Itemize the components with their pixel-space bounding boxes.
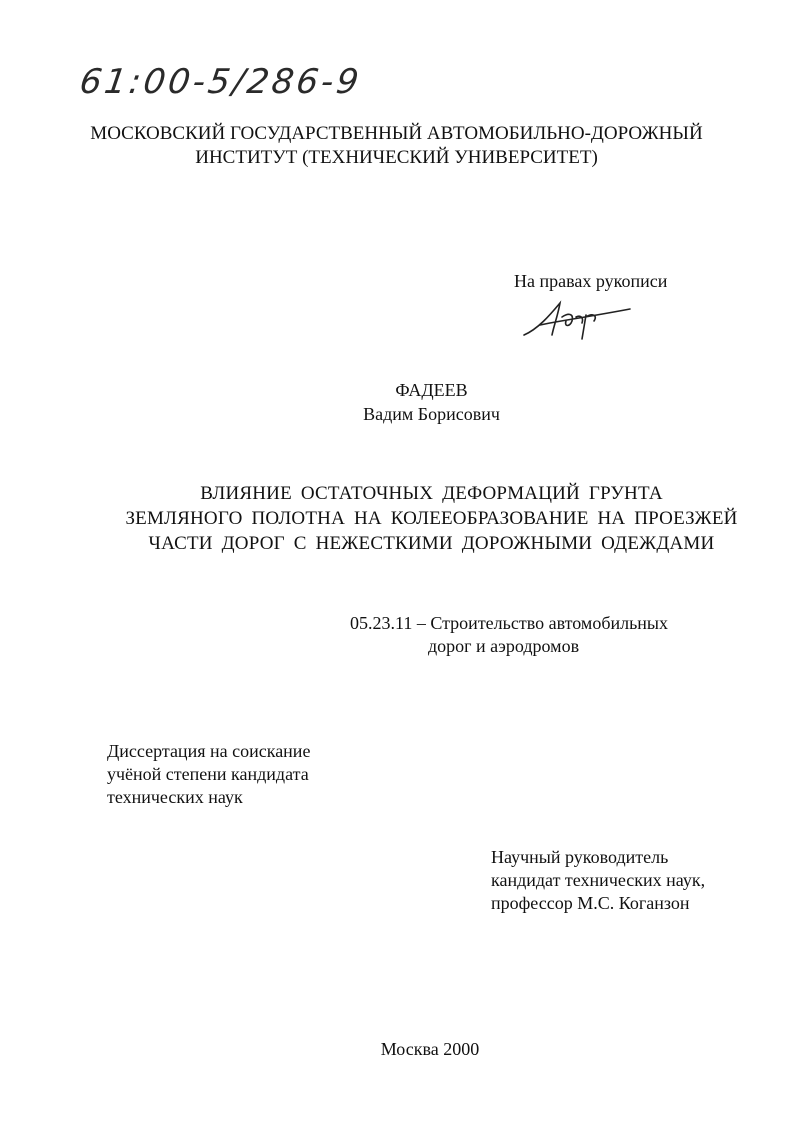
institute-line-2: ИНСТИТУТ (ТЕХНИЧЕСКИЙ УНИВЕРСИТЕТ): [195, 147, 598, 168]
supervisor-line-3: профессор М.С. Коганзон: [491, 893, 690, 913]
signature-icon: [518, 295, 638, 347]
dissertation-degree: [107, 740, 310, 809]
degree-line-2: учёной степени кандидата: [107, 764, 309, 784]
catalog-number: 61:00-5/286-9: [77, 62, 364, 102]
title-line-1: ВЛИЯНИЕ ОСТАТОЧНЫХ ДЕФОРМАЦИЙ ГРУНТА: [200, 483, 663, 504]
title-line-2: ЗЕМЛЯНОГО ПОЛОТНА НА КОЛЕЕОБРАЗОВАНИЕ НА ПРОЕЗЖЕЙ: [125, 508, 738, 529]
author: [0, 378, 793, 426]
specialty-line-1: 05.23.11 – Строительство автомобильных: [350, 613, 669, 633]
institute-line-1: МОСКОВСКИЙ ГОСУДАРСТВЕННЫЙ АВТОМОБИЛЬНО-ДОРОЖНЫЙ: [90, 123, 703, 144]
author-surname: ФАДЕЕВ: [395, 380, 468, 400]
specialty-line-2: дорог и аэродромов: [428, 636, 580, 656]
degree-line-1: Диссертация на соискание: [107, 741, 311, 761]
scientific-supervisor: [491, 846, 705, 915]
supervisor-line-2: кандидат технических наук,: [491, 870, 706, 890]
city-year: Москва 2000: [380, 1039, 480, 1059]
specialty: [350, 612, 668, 658]
author-given-names: Вадим Борисович: [363, 404, 500, 424]
manuscript-rights: На правах рукописи: [514, 271, 668, 291]
supervisor-line-1: Научный руководитель: [491, 847, 669, 867]
degree-line-3: технических наук: [107, 787, 243, 807]
dissertation-title: [0, 481, 793, 556]
institute-name: [0, 122, 793, 170]
title-line-3: ЧАСТИ ДОРОГ С НЕЖЕСТКИМИ ДОРОЖНЫМИ ОДЕЖДАМИ: [148, 533, 715, 554]
